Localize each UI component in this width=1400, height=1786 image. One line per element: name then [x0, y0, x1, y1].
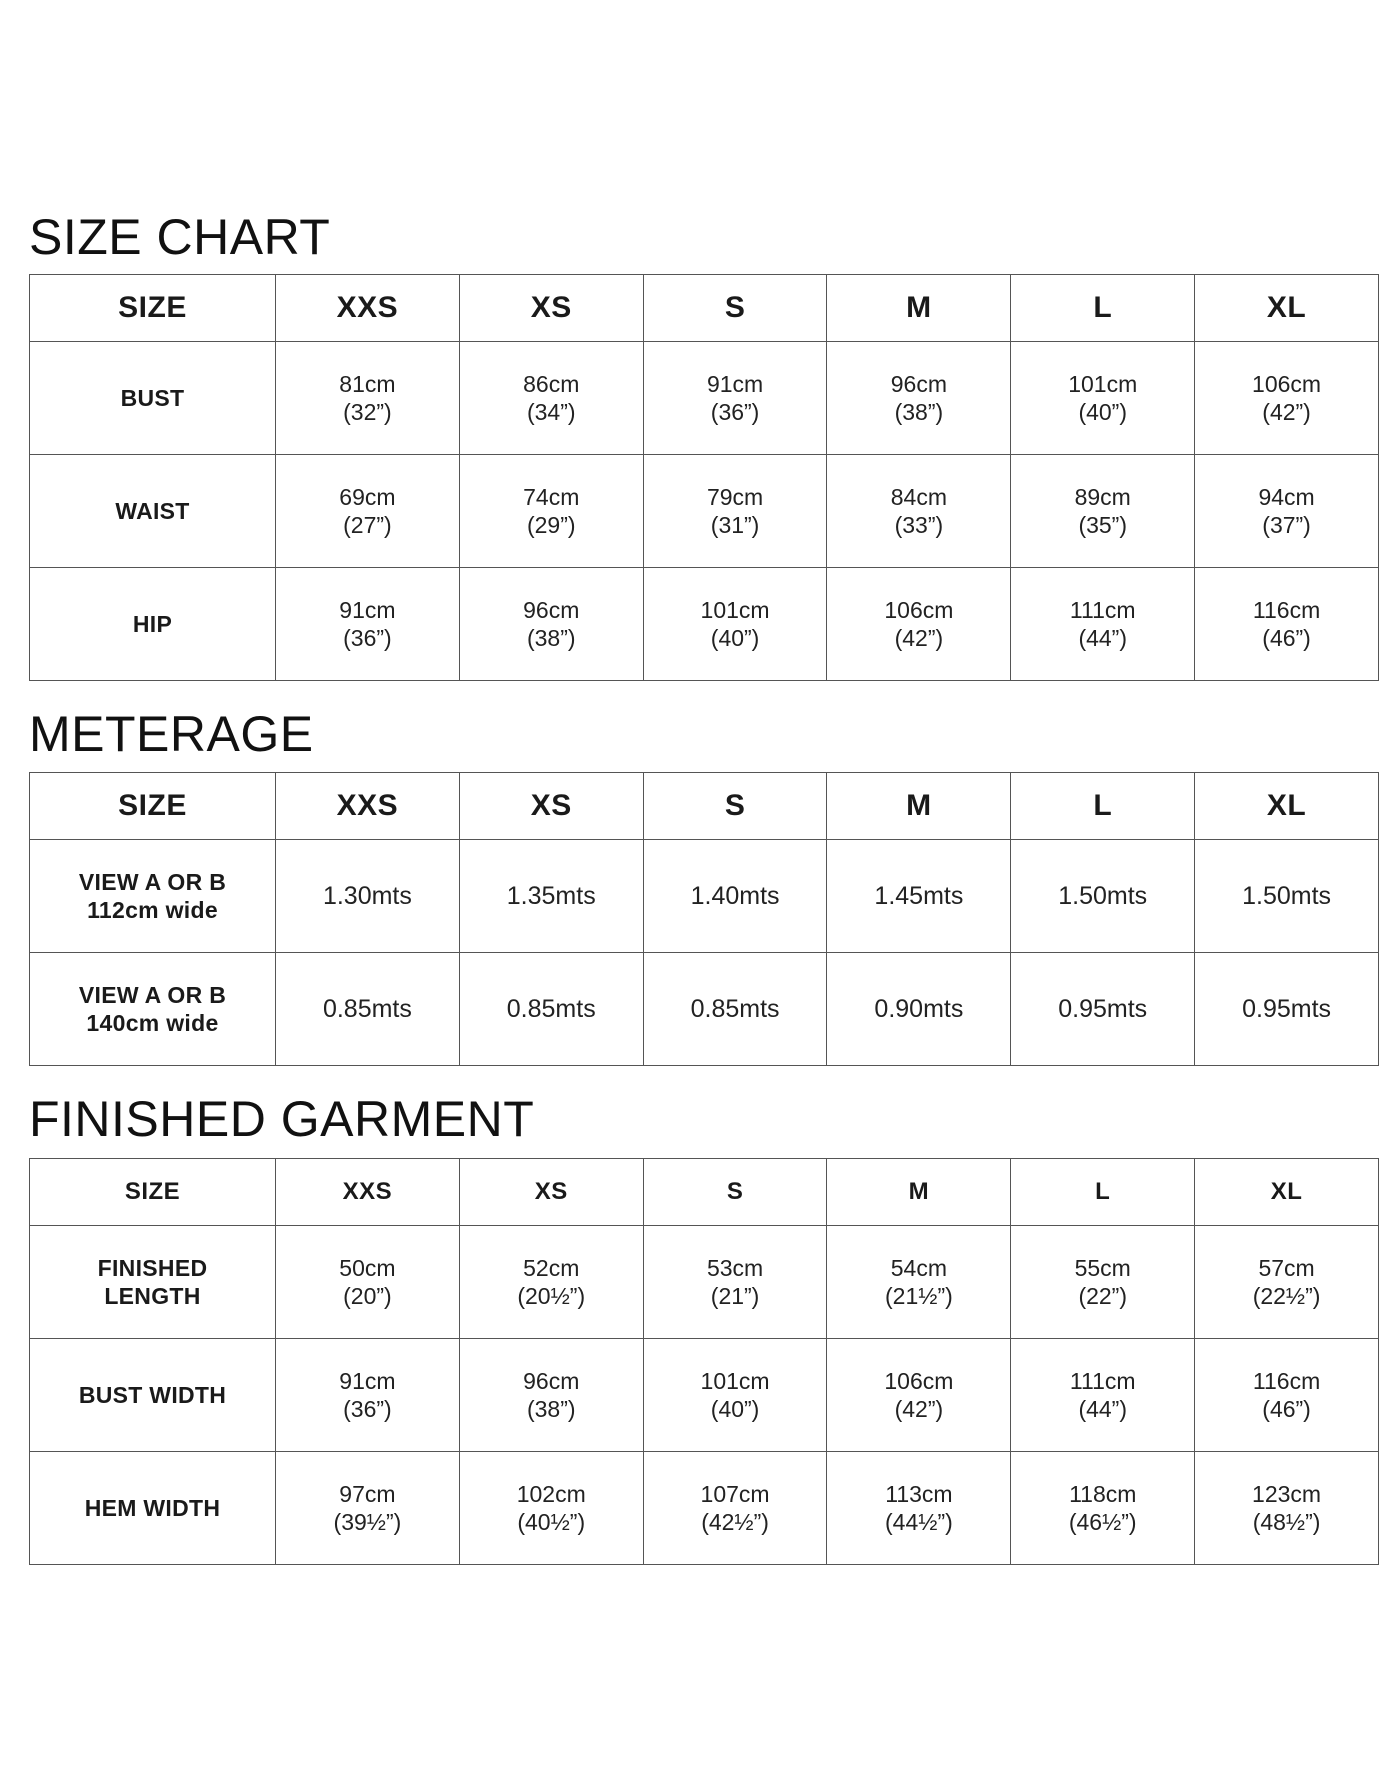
table-cell: 55cm (22”) — [1011, 1226, 1195, 1339]
table-row-hip — [30, 568, 1379, 681]
table-cell: 79cm (31”) — [643, 455, 827, 568]
row-label-finished-length: FINISHED LENGTH — [30, 1226, 276, 1339]
table-cell: 1.30mts — [276, 840, 460, 953]
header-cell-xs: XS — [459, 275, 643, 342]
row-label-bust: BUST — [30, 342, 276, 455]
table-cell: 86cm (34”) — [459, 342, 643, 455]
header-cell-xxs: XXS — [276, 773, 460, 840]
table-cell: 0.95mts — [1195, 953, 1379, 1066]
table-cell: 123cm (48½”) — [1195, 1452, 1379, 1565]
table-row-hem-width — [30, 1452, 1379, 1565]
table-cell: 97cm (39½”) — [276, 1452, 460, 1565]
table-cell: 91cm (36”) — [276, 568, 460, 681]
header-cell-s: S — [643, 773, 827, 840]
table-cell: 0.95mts — [1011, 953, 1195, 1066]
meterage-table — [29, 772, 1379, 1066]
meterage-title: METERAGE — [29, 706, 314, 762]
table-cell: 1.50mts — [1195, 840, 1379, 953]
size-chart-table — [29, 274, 1379, 681]
table-cell: 106cm (42”) — [827, 1339, 1011, 1452]
table-cell: 69cm (27”) — [276, 455, 460, 568]
table-cell: 101cm (40”) — [643, 1339, 827, 1452]
table-cell: 116cm (46”) — [1195, 1339, 1379, 1452]
header-cell-xs: XS — [459, 1159, 643, 1226]
finished-garment-table — [29, 1158, 1379, 1565]
table-cell: 54cm (21½”) — [827, 1226, 1011, 1339]
header-cell-size: SIZE — [30, 275, 276, 342]
table-cell: 101cm (40”) — [643, 568, 827, 681]
header-cell-m: M — [827, 773, 1011, 840]
header-cell-xxs: XXS — [276, 1159, 460, 1226]
row-label-view-112cm: VIEW A OR B 112cm wide — [30, 840, 276, 953]
table-header-row — [30, 1159, 1379, 1226]
table-row-view-112cm — [30, 840, 1379, 953]
table-row-bust — [30, 342, 1379, 455]
table-cell: 116cm (46”) — [1195, 568, 1379, 681]
header-cell-s: S — [643, 275, 827, 342]
table-cell: 101cm (40”) — [1011, 342, 1195, 455]
header-cell-l: L — [1011, 275, 1195, 342]
table-cell: 94cm (37”) — [1195, 455, 1379, 568]
table-cell: 52cm (20½”) — [459, 1226, 643, 1339]
row-label-hem-width: HEM WIDTH — [30, 1452, 276, 1565]
size-chart-title: SIZE CHART — [29, 209, 331, 265]
table-header-row — [30, 773, 1379, 840]
table-cell: 107cm (42½”) — [643, 1452, 827, 1565]
table-row-bust-width — [30, 1339, 1379, 1452]
table-cell: 106cm (42”) — [1195, 342, 1379, 455]
table-cell: 102cm (40½”) — [459, 1452, 643, 1565]
table-row-finished-length — [30, 1226, 1379, 1339]
header-cell-xs: XS — [459, 773, 643, 840]
row-label-hip: HIP — [30, 568, 276, 681]
table-cell: 96cm (38”) — [459, 568, 643, 681]
table-cell: 50cm (20”) — [276, 1226, 460, 1339]
table-cell: 89cm (35”) — [1011, 455, 1195, 568]
table-cell: 81cm (32”) — [276, 342, 460, 455]
table-row-waist — [30, 455, 1379, 568]
table-cell: 0.85mts — [276, 953, 460, 1066]
table-cell: 0.85mts — [459, 953, 643, 1066]
header-cell-xl: XL — [1195, 773, 1379, 840]
header-cell-size: SIZE — [30, 1159, 276, 1226]
table-header-row — [30, 275, 1379, 342]
table-cell: 113cm (44½”) — [827, 1452, 1011, 1565]
table-cell: 96cm (38”) — [827, 342, 1011, 455]
table-cell: 91cm (36”) — [276, 1339, 460, 1452]
header-cell-s: S — [643, 1159, 827, 1226]
header-cell-l: L — [1011, 773, 1195, 840]
header-cell-xl: XL — [1195, 1159, 1379, 1226]
table-cell: 1.40mts — [643, 840, 827, 953]
header-cell-m: M — [827, 275, 1011, 342]
table-cell: 84cm (33”) — [827, 455, 1011, 568]
table-cell: 1.45mts — [827, 840, 1011, 953]
table-cell: 1.35mts — [459, 840, 643, 953]
row-label-view-140cm: VIEW A OR B 140cm wide — [30, 953, 276, 1066]
table-cell: 111cm (44”) — [1011, 1339, 1195, 1452]
table-cell: 0.90mts — [827, 953, 1011, 1066]
table-cell: 74cm (29”) — [459, 455, 643, 568]
header-cell-xl: XL — [1195, 275, 1379, 342]
header-cell-xxs: XXS — [276, 275, 460, 342]
row-label-bust-width: BUST WIDTH — [30, 1339, 276, 1452]
finished-garment-title: FINISHED GARMENT — [29, 1091, 535, 1147]
table-cell: 118cm (46½”) — [1011, 1452, 1195, 1565]
table-row-view-140cm — [30, 953, 1379, 1066]
table-cell: 106cm (42”) — [827, 568, 1011, 681]
table-cell: 0.85mts — [643, 953, 827, 1066]
table-cell: 111cm (44”) — [1011, 568, 1195, 681]
header-cell-size: SIZE — [30, 773, 276, 840]
table-cell: 1.50mts — [1011, 840, 1195, 953]
table-cell: 57cm (22½”) — [1195, 1226, 1379, 1339]
row-label-waist: WAIST — [30, 455, 276, 568]
header-cell-m: M — [827, 1159, 1011, 1226]
table-cell: 96cm (38”) — [459, 1339, 643, 1452]
table-cell: 91cm (36”) — [643, 342, 827, 455]
header-cell-l: L — [1011, 1159, 1195, 1226]
table-cell: 53cm (21”) — [643, 1226, 827, 1339]
